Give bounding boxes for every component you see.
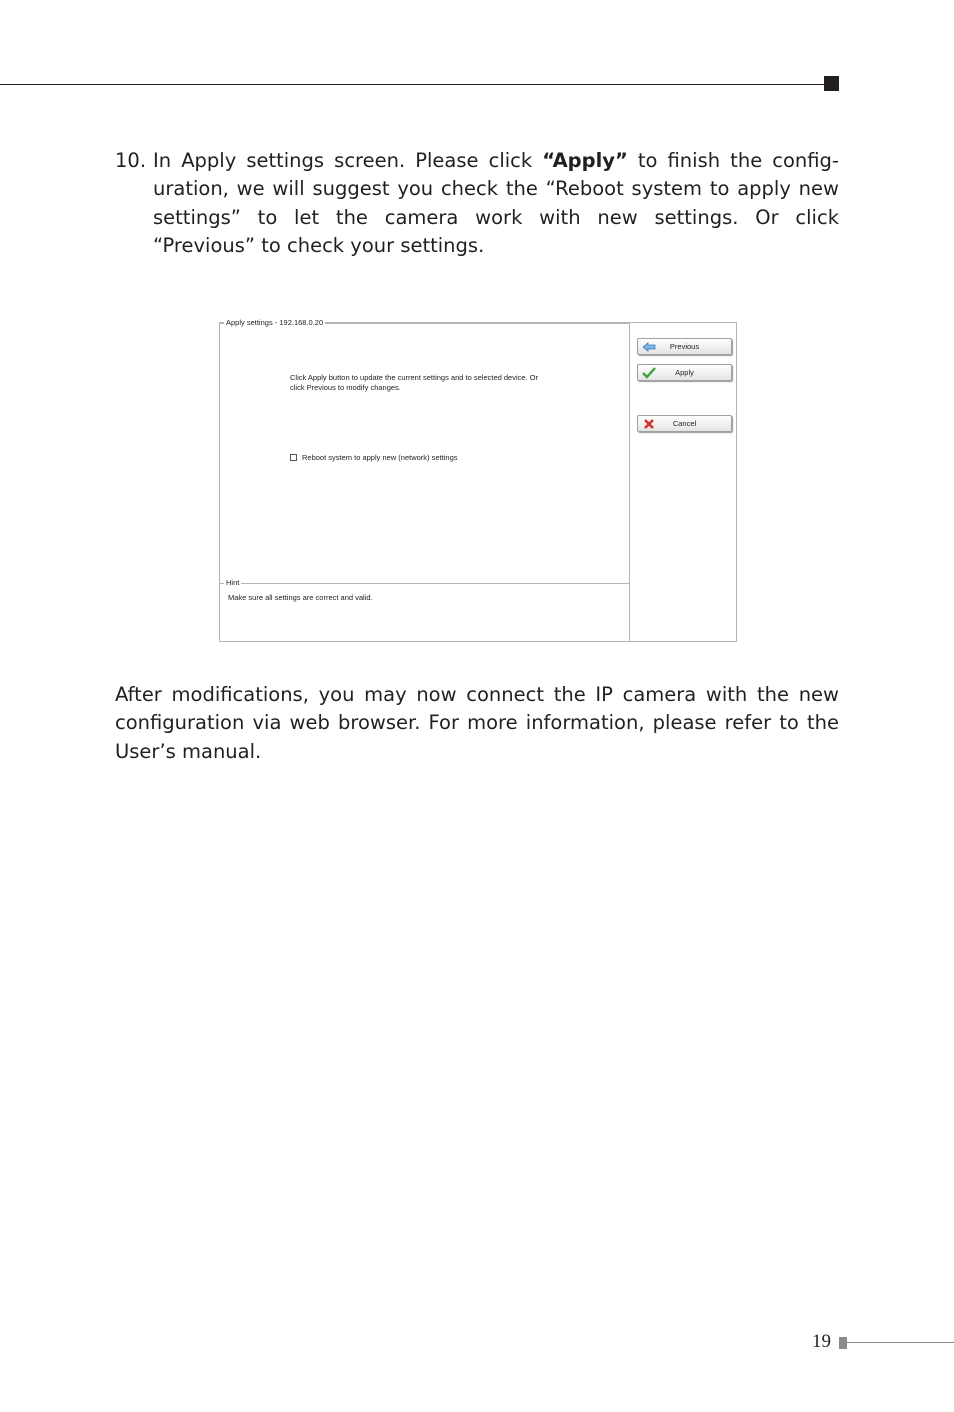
- reboot-checkbox[interactable]: [290, 454, 297, 461]
- apply-label: Apply: [675, 368, 694, 377]
- cancel-label: Cancel: [672, 419, 697, 428]
- header-square: [824, 76, 839, 91]
- hint-title: Hint: [226, 578, 240, 587]
- reboot-checkbox-label: Reboot system to apply new (network) settings: [302, 453, 458, 462]
- page-number: 19: [812, 1331, 831, 1352]
- previous-label: Previous: [669, 342, 700, 351]
- step-text-bold: “Apply”: [542, 149, 628, 172]
- reboot-option[interactable]: [290, 453, 458, 462]
- checkmark-icon: [638, 367, 660, 379]
- previous-button[interactable]: [637, 338, 732, 355]
- step-text-after: to finish the config-uration, we will suggest you check the “Reboot system to apply new settings” to let the camera work with new settings. Or click “Previous” to check your settings.: [153, 149, 839, 257]
- apply-settings-screenshot: [219, 318, 737, 642]
- footer-square: [839, 1337, 847, 1349]
- step-text: [153, 147, 839, 260]
- apply-settings-panel: [220, 318, 630, 641]
- step-text-before: In Apply settings screen. Please click: [153, 149, 543, 172]
- apply-button[interactable]: [637, 364, 732, 381]
- hint-border: [220, 583, 629, 584]
- close-icon: [638, 418, 660, 430]
- header-rule: [0, 84, 826, 85]
- after-paragraph: After modifications, you may now connect the IP camera with the new configuration via web browser. For more information, please refer to the User’s manual.: [115, 683, 839, 763]
- arrow-left-icon: [638, 342, 660, 352]
- hint-text: Make sure all settings are correct and valid.: [228, 593, 373, 602]
- instruction-text: Click Apply button to update the current settings and to selected device. Or click Previous to modify changes.: [290, 373, 539, 392]
- step-number: 10.: [115, 149, 147, 172]
- footer-rule: [847, 1342, 954, 1343]
- group-title: Apply settings - 192.168.0.20: [226, 318, 324, 327]
- step-10: [115, 147, 839, 260]
- cancel-button[interactable]: [637, 415, 732, 432]
